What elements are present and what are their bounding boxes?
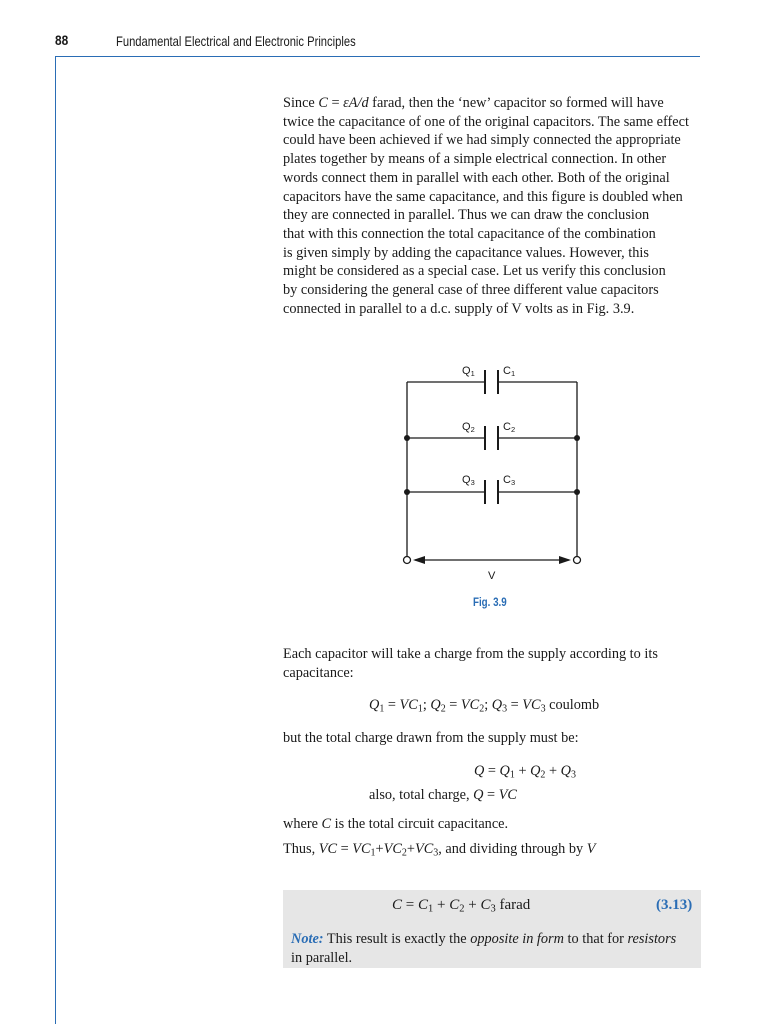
note-label: Note:	[291, 931, 324, 947]
label-c2: C2	[503, 421, 516, 434]
text-line: capacitors have the same capacitance, and this figure is doubled when	[283, 188, 683, 205]
equation-total-charge: $Q = Q_1 + Q_2 + Q_3$	[474, 763, 576, 781]
label-q2: Q2	[462, 421, 475, 434]
junction-dot	[574, 489, 580, 495]
text-thus: Thus, VC = $VC_1+VC_2+VC_3$, and dividing through by V	[283, 841, 596, 859]
text-line: Each capacitor will take a charge from the supply according to its	[283, 646, 658, 662]
text-line: Since C = εA/d farad, then the ‘new’ capacitor so formed will have	[283, 95, 664, 111]
text-line: connected in parallel to a d.c. supply of V volts as in Fig. 3.9.	[283, 300, 635, 317]
circuit-diagram	[395, 358, 595, 590]
label-c3: C3	[503, 474, 516, 487]
text-line: is given simply by adding the capacitance values. However, this	[283, 244, 649, 261]
page-number: 88	[55, 32, 69, 48]
paragraph-intro	[283, 94, 703, 318]
text-line: capacitance:	[283, 664, 354, 681]
text-line: by considering the general case of three different value capacitors	[283, 282, 659, 299]
equation-number: (3.13)	[656, 897, 693, 913]
equation-also-total: also, total charge, Q = VC	[369, 787, 517, 803]
text-line: plates together by means of a simple electrical connection. In other	[283, 151, 667, 168]
junction-dot	[404, 435, 410, 441]
note	[291, 930, 696, 968]
label-v: V	[488, 570, 496, 582]
terminal-left	[404, 557, 411, 564]
text-line: twice the capacitance of one of the original capacitors. The same effect	[283, 113, 689, 130]
text-line: words connect them in parallel with each other. Both of the original	[283, 169, 670, 186]
text-line: could have been achieved if we had simply connected the appropriate	[283, 132, 681, 149]
running-head: Fundamental Electrical and Electronic Principles	[116, 33, 356, 49]
equation-charges: $Q_1 = VC_1$; $Q_2 = VC_2$; $Q_3 = VC_3$ coulomb	[369, 697, 600, 715]
junction-dot	[574, 435, 580, 441]
figure-caption: Fig. 3.9	[473, 597, 507, 609]
text-line: they are connected in parallel. Thus we can draw the conclusion	[283, 207, 650, 224]
left-rule	[55, 56, 56, 1024]
label-c1: C1	[503, 365, 516, 378]
text-line: that with this connection the total capacitance of the combination	[283, 225, 656, 242]
top-rule	[55, 56, 700, 57]
note-line: Note: This result is exactly the opposite in form to that for resistors	[291, 931, 677, 947]
paragraph-charge	[283, 645, 703, 682]
terminal-right	[574, 557, 581, 564]
text-line: might be considered as a special case. Let us verify this conclusion	[283, 263, 666, 280]
arrowhead-right	[559, 556, 571, 564]
text-total-charge: but the total charge drawn from the supply must be:	[283, 730, 579, 746]
arrowhead-left	[413, 556, 425, 564]
label-q3: Q3	[462, 474, 475, 487]
text-where: where C is the total circuit capacitance.	[283, 816, 509, 832]
label-q1: Q1	[462, 365, 475, 378]
note-line: in parallel.	[291, 950, 353, 966]
result-equation: $C = C_1 + C_2 + C_3$ farad	[392, 897, 531, 915]
junction-dot	[404, 489, 410, 495]
